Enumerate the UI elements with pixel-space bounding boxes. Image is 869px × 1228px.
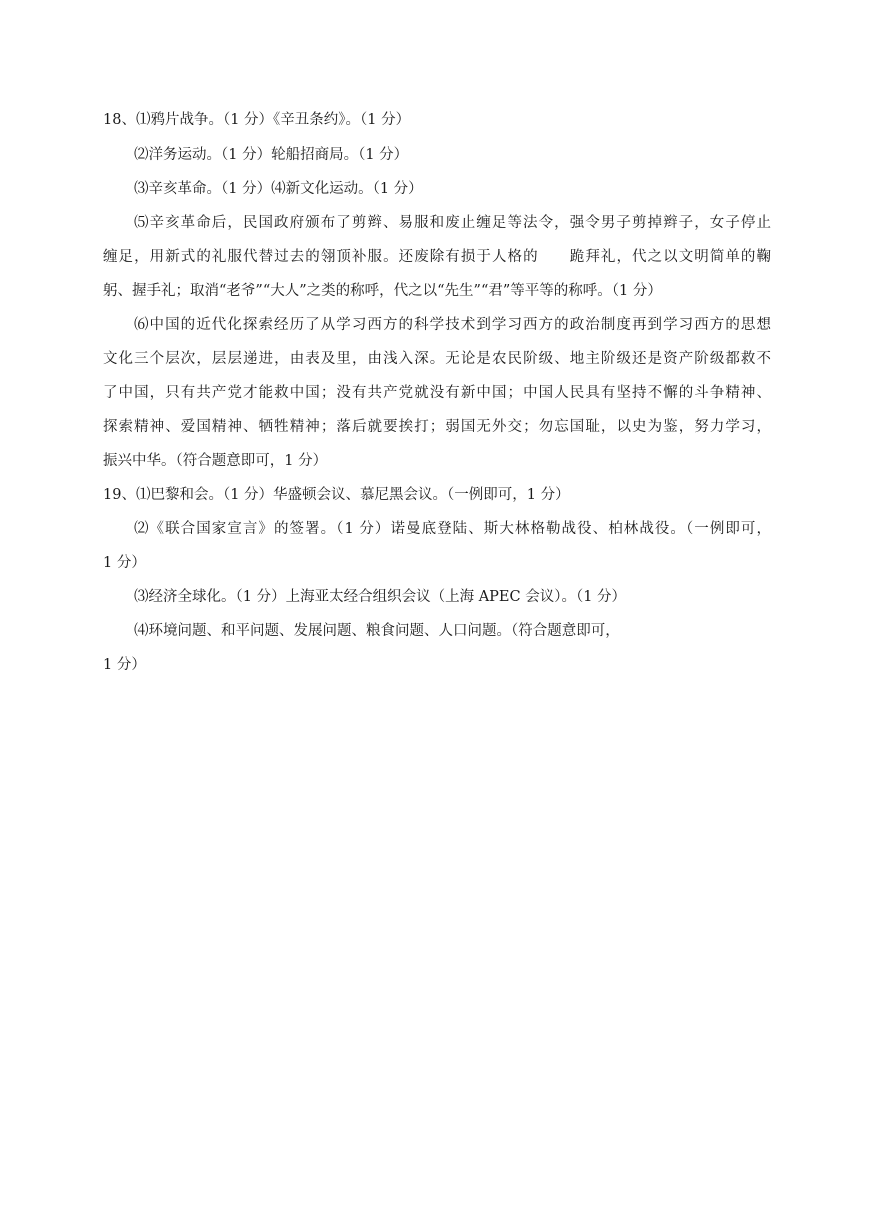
q18-part6-line3: 了中国，只有共产党才能救中国；没有共产党就没有新中国；中国人民具有坚持不懈的斗争精神、 xyxy=(103,385,771,401)
q19-part4-line1: ⑷环境问题、和平问题、发展问题、粮食问题、人口问题。（符合题意即可， xyxy=(134,623,620,639)
q19-part4-line2: 1 分） xyxy=(103,657,146,673)
q19-part2-line1: ⑵《联合国家宣言》的签署。（1 分）诺曼底登陆、斯大林格勒战役、柏林战役。（一例即可， xyxy=(134,521,771,537)
q18-part6-line5: 振兴中华。（符合题意即可，1 分） xyxy=(103,453,328,469)
q18-part6-line2: 文化三个层次，层层递进，由表及里，由浅入深。无论是农民阶级、地主阶级还是资产阶级都救不 xyxy=(103,351,771,367)
q18-part5-line2: 缠足，用新式的礼服代替过去的翎顶补服。还废除有损于人格的 跪拜礼，代之以文明简单的鞠 xyxy=(103,249,771,265)
q18-part6-line4: 探索精神、爱国精神、牺牲精神；落后就要挨打；弱国无外交；勿忘国耻，以史为鉴，努力学习， xyxy=(103,419,771,435)
q18-part6-line1: ⑹中国的近代化探索经历了从学习西方的科学技术到学习西方的政治制度再到学习西方的思想 xyxy=(134,317,771,333)
q18-part2: ⑵洋务运动。（1 分）轮船招商局。（1 分） xyxy=(134,147,409,163)
q19-part1: 19、⑴巴黎和会。（1 分）华盛顿会议、慕尼黑会议。（一例即可，1 分） xyxy=(103,487,570,503)
q18-part3-4: ⑶辛亥革命。（1 分）⑷新文化运动。（1 分） xyxy=(134,181,423,197)
q18-part5-line3: 躬、握手礼；取消“老爷”“大人”之类的称呼，代之以“先生”“君”等平等的称呼。（1 分） xyxy=(103,283,662,299)
q19-part2-line2: 1 分） xyxy=(103,555,146,571)
q18-part5-line1: ⑸辛亥革命后，民国政府颁布了剪辫、易服和废止缠足等法令，强令男子剪掉辫子，女子停止 xyxy=(134,215,771,231)
q19-part3: ⑶经济全球化。（1 分）上海亚太经合组织会议（上海 APEC 会议）。（1 分） xyxy=(134,589,627,605)
q18-part1: 18、⑴鸦片战争。（1 分）《辛丑条约》。（1 分） xyxy=(103,112,411,128)
